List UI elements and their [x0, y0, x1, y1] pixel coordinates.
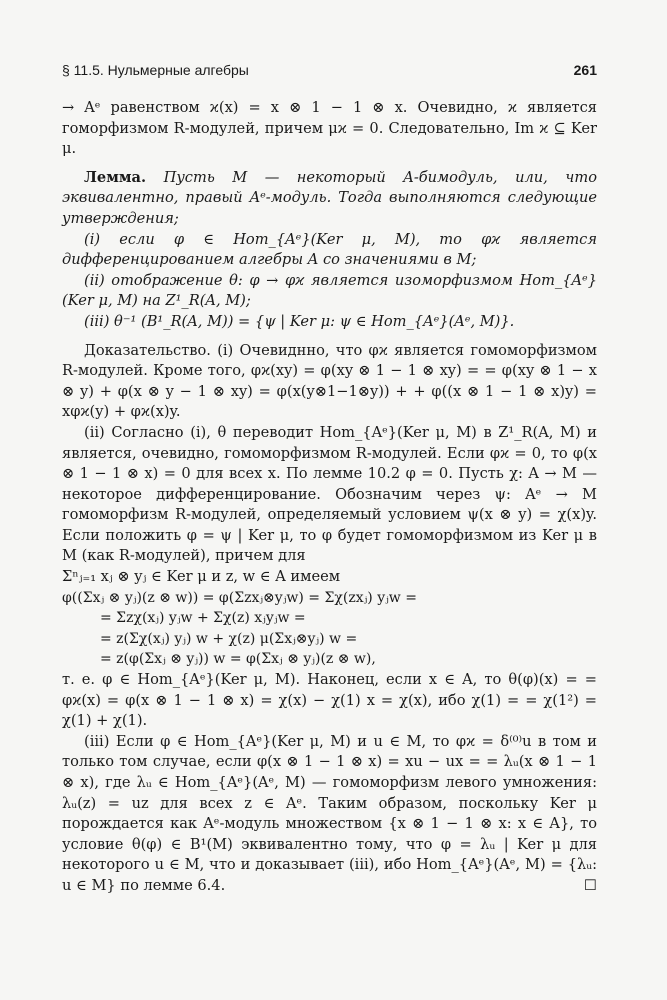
proof-part-ii: (ii) Согласно (i), θ переводит Hom_{Aᵉ}(Ker μ, M) в Z¹_R(A, M) и является, очевидно, гомоморфизмом R-модулей. Если φϰ = 0, то φ(x ⊗ 1 − 1 ⊗ x) = 0 для всех x. По лемме 10.2 φ = 0. Пусть χ: A → M — некоторое дифференцирование. Обозначим через ψ: Aᵉ → M гомоморфизм R-модулей, определяемый условием ψ(x ⊗ y) = χ(x)y. Если положить φ = ψ | Ker μ, то φ будет гомоморфизмом из Ker μ в M (как R-модулей), причем для [62, 423, 597, 565]
equation-line-3: = z(Σχ(xⱼ) yⱼ) w + χ(z) μ(Σxⱼ⊗yⱼ) w = [100, 630, 358, 647]
lemma-text: Пусть M — некоторый A-бимодуль, или, что эквивалентно, правый Aᵉ-модуль. Тогда выполняются следующие утверждения; [62, 168, 597, 227]
proof-part-i: Доказательство. (i) Очевиднно, что φϰ является гомоморфизмом R-модулей. Кроме того, φϰ(xy) = φ(xy ⊗ 1 − 1 ⊗ xy) = = φ(xy ⊗ 1 − x ⊗ y) + φ(x ⊗ y − 1 ⊗ xy) = φ(x(y⊗1−1⊗y)) + + φ((x ⊗ 1 − 1 ⊗ x)y) = xφϰ(y) + φϰ(x)y. [62, 341, 597, 421]
equation-line-4: = z(φ(Σxⱼ ⊗ yⱼ)) w = φ(Σxⱼ ⊗ yⱼ)(z ⊗ w), [100, 651, 376, 668]
intro-paragraph: → Aᵉ равенством ϰ(x) = x ⊗ 1 − 1 ⊗ x. Очевидно, ϰ является гоморфизмом R-модулей, причем μϰ = 0. Следовательно, Im ϰ ⊆ Ker μ. [62, 99, 597, 158]
qed-box: ☐ [583, 876, 597, 894]
lemma-title: Лемма. [84, 168, 147, 186]
page-number: 261 [573, 62, 597, 78]
proof-conclusion-ii: т. е. φ ∈ Hom_{Aᵉ}(Ker μ, M). Наконец, если x ∈ A, то θ(φ)(x) = = φϰ(x) = φ(x ⊗ 1 − 1 ⊗ x) = χ(x) − χ(1) x = χ(x), ибо χ(1) = = χ(1²) = χ(1) + χ(1). [62, 671, 597, 730]
section-title: § 11.5. Нульмерные алгебры [62, 62, 249, 78]
running-header [62, 62, 597, 78]
equation-line-2: = Σzχ(xⱼ) yⱼw + Σχ(z) xⱼyⱼw = [100, 610, 306, 627]
proof-part-iii [62, 732, 597, 897]
lemma-item-iii: (iii) θ⁻¹ (B¹_R(A, M)) = {ψ | Ker μ: ψ ∈ Hom_{Aᵉ}(Aᵉ, M)}. [84, 312, 515, 330]
sum-line: Σⁿⱼ₌₁ xⱼ ⊗ yⱼ ∈ Ker μ и z, w ∈ A имеем [62, 568, 341, 586]
equation-line-1: φ((Σxⱼ ⊗ yⱼ)(z ⊗ w)) = φ(Σzxⱼ⊗yⱼw) = Σχ(zxⱼ) yⱼw = [62, 589, 417, 606]
proof-part-iii-text: (iii) Если φ ∈ Hom_{Aᵉ}(Ker μ, M) и u ∈ M, то φϰ = δ⁽⁰⁾u в том и только том случае, если φ(x ⊗ 1 − 1 ⊗ x) = xu − ux = = λᵤ(x ⊗ 1 − 1 ⊗ x), где λᵤ ∈ Hom_{Aᵉ}(Aᵉ, M) — гомоморфизм левого умножения: λᵤ(z) = uz для всех z ∈ Aᵉ. Таким образом, поскольку Ker μ порождается как Aᵉ-модуль множеством {x ⊗ 1 − 1 ⊗ x: x ∈ A}, то условие θ(φ) ∈ B¹(M) эквивалентно тому, что φ = λᵤ | Ker μ для некоторого u ∈ M, что и доказывает (iii), ибо Hom_{Aᵉ}(Aᵉ, M) = {λᵤ: u ∈ M} по лемме 6.4. [62, 732, 597, 894]
lemma-item-ii: (ii) отображение θ: φ → φϰ является изоморфизмом Hom_{Aᵉ}(Ker μ, M) на Z¹_R(A, M); [62, 271, 597, 310]
page-body [62, 98, 597, 897]
lemma-statement [62, 168, 597, 230]
lemma-item-i: (i) если φ ∈ Hom_{Aᵉ}(Ker μ, M), то φϰ является дифференцированием алгебры A со значениями в M; [62, 230, 597, 269]
